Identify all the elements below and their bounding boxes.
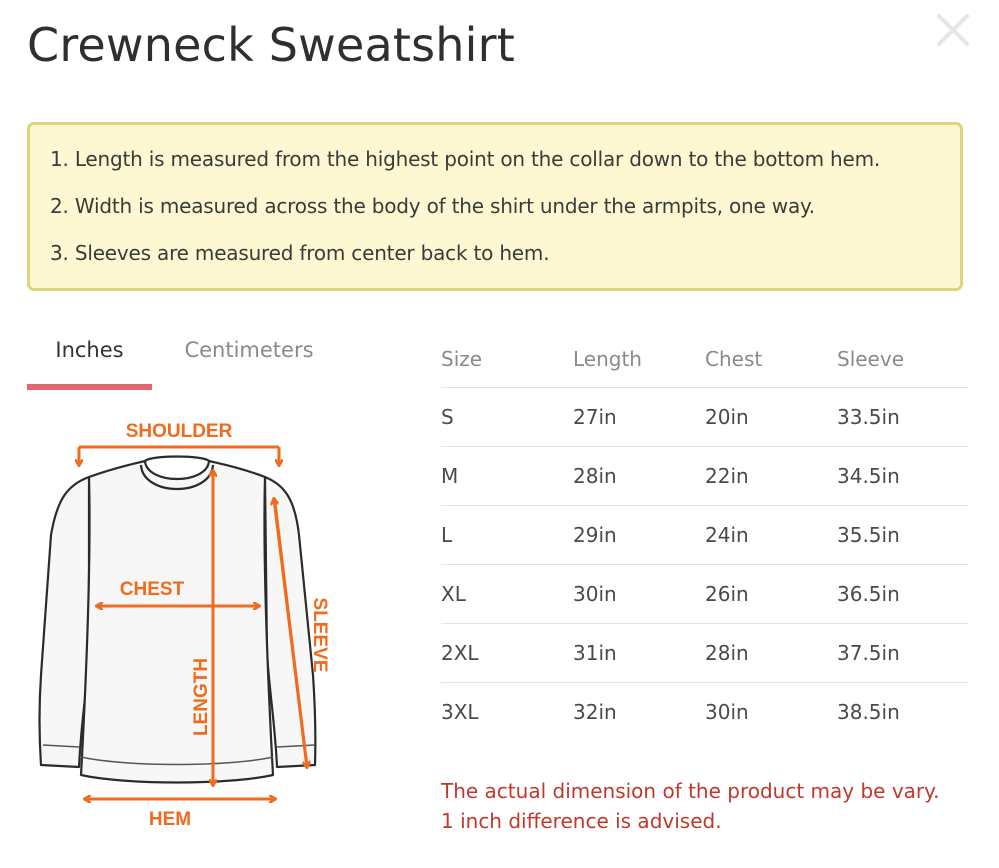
table-row	[441, 565, 968, 624]
cell-size: S	[441, 388, 573, 447]
cell-length: 31in	[573, 624, 705, 683]
tab-centimeters-label: Centimeters	[184, 338, 314, 362]
cell-length: 28in	[573, 447, 705, 506]
table-row	[441, 506, 968, 565]
table-row	[441, 388, 968, 447]
cell-sleeve: 33.5in	[837, 388, 968, 447]
close-icon	[933, 10, 973, 50]
length-label: LENGTH	[191, 657, 212, 737]
cell-chest: 24in	[705, 506, 837, 565]
cell-chest: 30in	[705, 700, 749, 724]
header-chest: Chest	[705, 330, 837, 388]
note-sleeve: 3. Sleeves are measured from center back to hem.	[50, 241, 550, 265]
header-size: Size	[441, 330, 573, 388]
cell-size: 2XL	[441, 624, 573, 683]
active-tab-indicator	[27, 384, 152, 390]
shoulder-label: SHOULDER	[125, 421, 233, 442]
table-row	[441, 683, 968, 742]
tab-inches[interactable]	[27, 330, 152, 388]
cell-sleeve: 34.5in	[837, 447, 968, 506]
cell-size: M	[441, 447, 573, 506]
unit-tabs	[27, 330, 407, 392]
cell-length: 29in	[573, 506, 705, 565]
tab-centimeters[interactable]	[179, 330, 319, 388]
cell-chest: 22in	[705, 447, 837, 506]
cell-sleeve: 38.5in	[837, 700, 900, 724]
measurement-notes	[27, 122, 963, 291]
note-length: 1. Length is measured from the highest point on the collar down to the bottom hem.	[50, 147, 881, 171]
tab-inches-label: Inches	[55, 338, 124, 362]
cell-size: XL	[441, 565, 573, 624]
header-length: Length	[573, 330, 705, 388]
cell-length: 27in	[573, 388, 705, 447]
cell-chest: 28in	[705, 624, 837, 683]
cell-chest: 26in	[705, 565, 837, 624]
close-button[interactable]	[933, 10, 973, 50]
table-header-row	[441, 330, 968, 388]
cell-length: 32in	[573, 700, 617, 724]
cell-sleeve: 37.5in	[837, 624, 968, 683]
size-disclaimer	[441, 776, 981, 836]
sweatshirt-diagram	[27, 405, 377, 835]
disclaimer-line-2: 1 inch difference is advised.	[441, 809, 722, 833]
cell-sleeve: 36.5in	[837, 565, 968, 624]
modal-title: Crewneck Sweatshirt	[27, 18, 515, 72]
cell-chest: 20in	[705, 388, 837, 447]
size-table	[441, 330, 968, 741]
table-row	[441, 624, 968, 683]
disclaimer-line-1: The actual dimension of the product may be vary.	[441, 779, 940, 803]
note-width: 2. Width is measured across the body of the shirt under the armpits, one way.	[50, 194, 815, 218]
sleeve-label: SLEEVE	[309, 597, 330, 673]
hem-label: HEM	[148, 809, 192, 830]
cell-size: L	[441, 506, 573, 565]
table-row	[441, 447, 968, 506]
header-sleeve: Sleeve	[837, 330, 968, 388]
cell-sleeve: 35.5in	[837, 506, 968, 565]
sweatshirt-illustration	[27, 405, 377, 835]
chest-label: CHEST	[119, 579, 185, 600]
cell-size: 3XL	[441, 700, 479, 724]
cell-length: 30in	[573, 565, 705, 624]
